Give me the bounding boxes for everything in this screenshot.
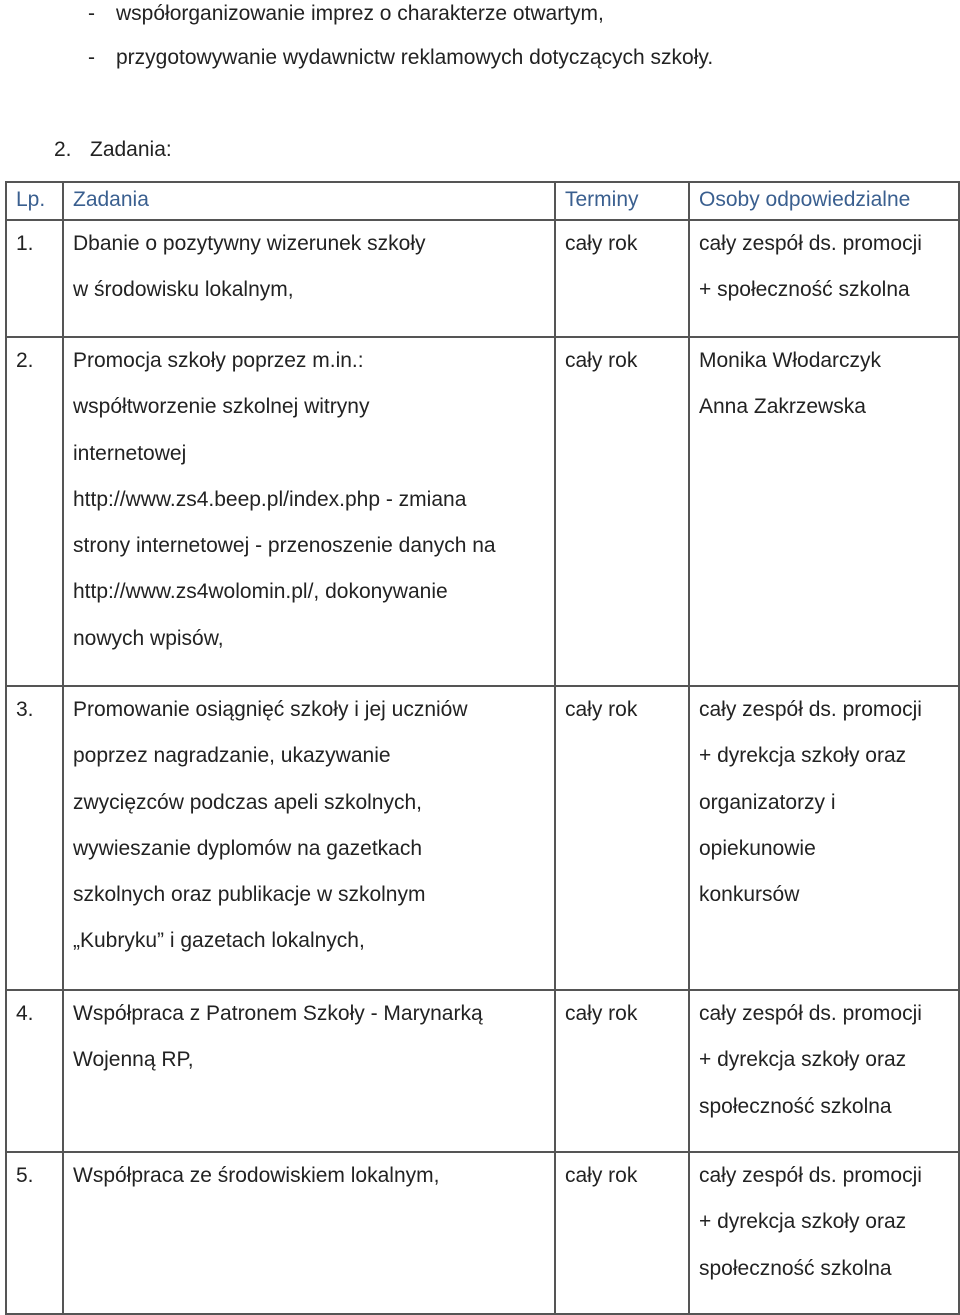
- task-line: „Kubryku” i gazetach lokalnych,: [73, 929, 365, 953]
- responsible-line: organizatorzy i: [699, 790, 836, 814]
- row-number: 2.: [6, 337, 63, 686]
- task-line: Wojenną RP,: [73, 1048, 194, 1072]
- responsible-cell: [689, 990, 959, 1152]
- task-line: http://www.zs4wolomin.pl/, dokonywanie: [73, 580, 448, 604]
- term-cell: cały rok: [555, 1152, 689, 1314]
- task-line: wywieszanie dyplomów na gazetkach: [73, 836, 423, 860]
- header-terms: Terminy: [555, 182, 689, 220]
- task-line: internetowej: [73, 441, 187, 465]
- task-cell: [63, 337, 555, 686]
- bullet-item: [88, 46, 713, 70]
- header-responsible: Osoby odpowiedzialne: [689, 182, 959, 220]
- term-cell: cały rok: [555, 337, 689, 686]
- tasks-table: [5, 181, 960, 1315]
- responsible-cell: [689, 220, 959, 337]
- task-line: szkolnych oraz publikacje w szkolnym: [73, 883, 426, 907]
- row-number: 1.: [6, 220, 63, 337]
- term-cell: cały rok: [555, 990, 689, 1152]
- responsible-cell: [689, 1152, 959, 1314]
- table-row: [6, 686, 959, 990]
- task-line: Dbanie o pozytywny wizerunek szkoły: [73, 232, 426, 255]
- responsible-line: + dyrekcja szkoły oraz: [699, 1210, 907, 1234]
- row-number: 5.: [6, 1152, 63, 1314]
- task-line: Promocja szkoły poprzez m.in.:: [73, 349, 364, 372]
- responsible-line: cały zespół ds. promocji: [699, 1002, 922, 1025]
- term-cell: cały rok: [555, 686, 689, 990]
- responsible-line: społeczność szkolna: [699, 1256, 892, 1280]
- table-row: [6, 990, 959, 1152]
- task-line: Współpraca z Patronem Szkoły - Marynarką: [73, 1002, 483, 1025]
- header-lp: Lp.: [6, 182, 63, 220]
- section-number: 2.: [54, 138, 72, 161]
- responsible-line: cały zespół ds. promocji: [699, 1164, 922, 1187]
- responsible-line: konkursów: [699, 883, 800, 907]
- bullet-text: współorganizowanie imprez o charakterze otwartym,: [116, 2, 604, 25]
- responsible-line: cały zespół ds. promocji: [699, 698, 922, 721]
- table-row: [6, 1152, 959, 1314]
- responsible-line: Anna Zakrzewska: [699, 395, 866, 419]
- responsible-line: społeczność szkolna: [699, 1094, 892, 1118]
- task-line: http://www.zs4.beep.pl/index.php - zmiana: [73, 487, 467, 511]
- task-line: Promowanie osiągnięć szkoły i jej uczniów: [73, 698, 468, 721]
- task-cell: [63, 686, 555, 990]
- task-line: nowych wpisów,: [73, 626, 224, 650]
- responsible-line: + dyrekcja szkoły oraz: [699, 744, 907, 768]
- responsible-cell: [689, 686, 959, 990]
- responsible-line: + dyrekcja szkoły oraz: [699, 1048, 907, 1072]
- term-cell: cały rok: [555, 220, 689, 337]
- responsible-cell: [689, 337, 959, 686]
- table-row: [6, 220, 959, 337]
- bullet-dash: -: [88, 46, 95, 69]
- bullet-text: przygotowywanie wydawnictw reklamowych dotyczących szkoły.: [116, 46, 714, 69]
- task-cell: [63, 220, 555, 337]
- header-tasks: Zadania: [63, 182, 555, 220]
- task-cell: [63, 990, 555, 1152]
- table-row: [6, 337, 959, 686]
- table-header-row: [6, 182, 959, 220]
- row-number: 3.: [6, 686, 63, 990]
- responsible-line: + społeczność szkolna: [699, 278, 910, 302]
- section-heading: [54, 138, 172, 162]
- task-line: poprzez nagradzanie, ukazywanie: [73, 744, 391, 768]
- bullet-item: [88, 2, 604, 26]
- responsible-line: Monika Włodarczyk: [699, 349, 882, 372]
- task-line: w środowisku lokalnym,: [73, 278, 294, 302]
- task-line: zwycięzców podczas apeli szkolnych,: [73, 790, 422, 814]
- task-line: Współpraca ze środowiskiem lokalnym,: [73, 1164, 440, 1187]
- responsible-line: opiekunowie: [699, 836, 816, 860]
- task-line: strony internetowej - przenoszenie danych na: [73, 534, 496, 558]
- task-cell: [63, 1152, 555, 1314]
- row-number: 4.: [6, 990, 63, 1152]
- bullet-dash: -: [88, 2, 95, 25]
- task-line: współtworzenie szkolnej witryny: [73, 395, 370, 419]
- section-title: Zadania:: [90, 138, 172, 161]
- responsible-line: cały zespół ds. promocji: [699, 232, 922, 255]
